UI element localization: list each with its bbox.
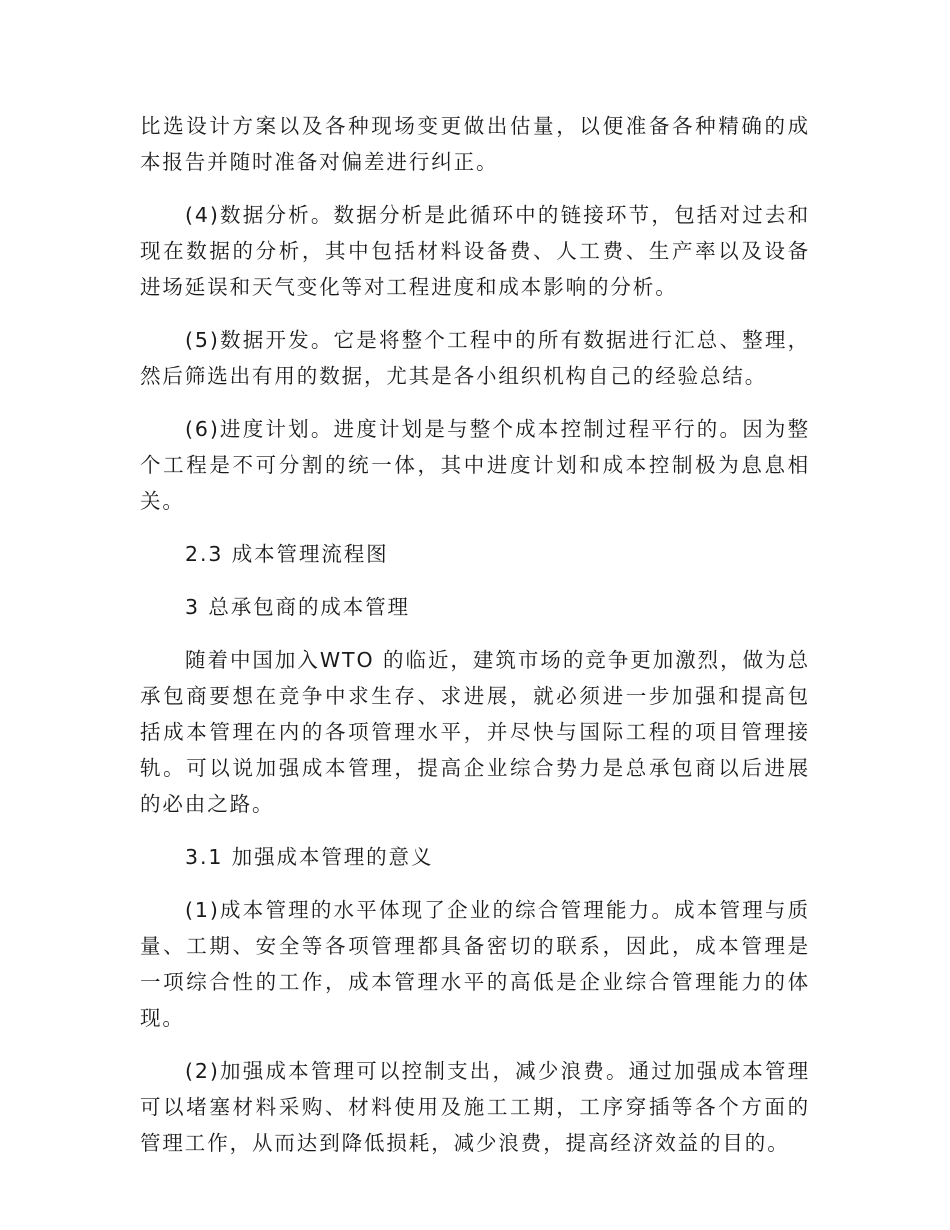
paragraph-continuation: 比选设计方案以及各种现场变更做出估量，以便准备各种精确的成本报告并随时准备对偏差进行纠正。 — [140, 114, 810, 174]
paragraph-significance-1: (1)成本管理的水平体现了企业的综合管理能力。成本管理与质量、工期、安全等各项管理都具备密切的联系，因此，成本管理是一项综合性的工作，成本管理水平的高低是企业综合管理能力的体现。 — [140, 898, 810, 1030]
paragraph-schedule-plan: (6)进度计划。进度计划是与整个成本控制过程平行的。因为整个工程是不可分割的统一体，其中进度计划和成本控制极为息息相关。 — [140, 417, 810, 513]
heading-3: 3 总承包商的成本管理 — [185, 595, 410, 619]
paragraph-wto: 随着中国加入WTO 的临近，建筑市场的竞争更加激烈，做为总承包商要想在竞争中求生存、求进展，就必须进一步加强和提高包括成本管理在内的各项管理水平，并尽快与国际工程的项目管理接轨。可以说加强成本管理，提高企业综合势力是总承包商以后进展的必由之路。 — [140, 648, 810, 816]
heading-3-1: 3.1 加强成本管理的意义 — [185, 845, 434, 869]
paragraph-data-analysis: (4)数据分析。数据分析是此循环中的链接环节，包括对过去和现在数据的分析，其中包括材料设备费、人工费、生产率以及设备进场延误和天气变化等对工程进度和成本影响的分析。 — [140, 203, 810, 299]
heading-2-3: 2.3 成本管理流程图 — [185, 542, 389, 566]
paragraph-data-development: (5)数据开发。它是将整个工程中的所有数据进行汇总、整理，然后筛选出有用的数据，尤其是各小组织机构自己的经验总结。 — [140, 328, 810, 388]
document-body — [140, 108, 810, 1178]
paragraph-significance-2: (2)加强成本管理可以控制支出，减少浪费。通过加强成本管理可以堵塞材料采购、材料使用及施工工期，工序穿插等各个方面的管理工作，从而达到降低损耗，减少浪费，提高经济效益的目的。 — [140, 1059, 810, 1155]
